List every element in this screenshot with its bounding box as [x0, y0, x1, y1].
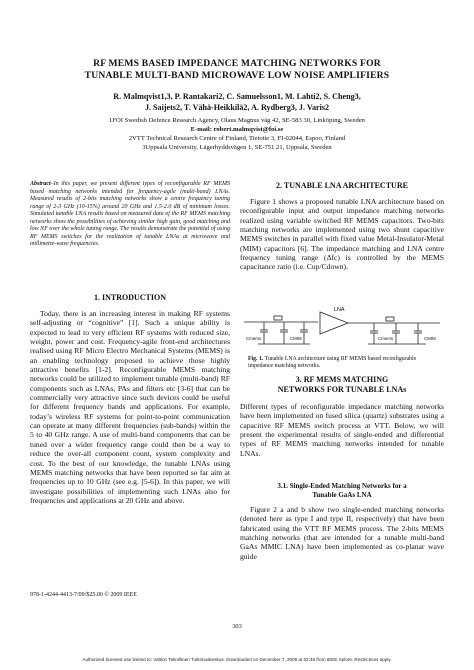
paper-title-line-2: TUNABLE MULTI-BAND MICROWAVE LOW NOISE AMPLIFIERS [84, 70, 390, 81]
paper-title-line-1: RF MEMS BASED IMPEDANCE MATCHING NETWORKS FOR [93, 58, 381, 69]
cmems-label-left: Cmems [246, 336, 262, 341]
section-3-1-heading-line-1: 3.1. Single-Ended Matching Networks for a [277, 482, 407, 490]
author-line-1: R. Malmqvist1,3, P. Rantakari2, C. Samuelsson1, M. Lahti2, S. Cheng3, [113, 92, 361, 101]
figure-1-caption-label: Fig. 1. [248, 356, 264, 362]
lna-label: LNA [334, 307, 345, 313]
abstract-lead: Abstract [30, 181, 51, 187]
figure-1-schematic [240, 304, 444, 354]
abstract-text: –In this paper, we present different types of reconfigurable RF MEMS based matching networks intended for frequency-agile (multi-band) LNAs. Measured results of 2-bits matching networks show a centre frequency tuning range of 2-3 GHz (10-15%) around 20 GHz and 1.5-2.0 dB of minimum losses. Simulated tunable LNA results based on measured data of the RF MEMS matching networks show the possibilities of achieving similar high gain, good matching and low NF over the whole tuning range. The results demonstrate the potential of using RF MEMS switches for the realization of tunable LNAs at microwave and millimetre-wave frequencies. [30, 181, 230, 247]
author-email: E-mail: robert.malmqvist@foi.se [190, 126, 284, 133]
abstract [30, 181, 230, 249]
affiliation-vtt: 2VTT Technical Research Centre of Finland, Tietotie 3, FI-02044, Espoo, Finland [128, 135, 346, 142]
author-line-2: J. Saijets2, T. Vähä-Heikkilä2, A. Rydberg3, J. Varis2 [144, 103, 330, 112]
download-footer: Authorized licensed use limited to: Valtion Teknillinen Tutkimuskeskus. Downloaded on December 7, 2009 at 02:48 from IEEE Xplore. Restrictions apply. [82, 657, 392, 662]
section-2-paragraph [240, 197, 444, 272]
section-3-heading-line-1: 3. RF MEMS MATCHING [295, 375, 389, 384]
section-2-heading: 2. TUNABLE LNA ARCHITECTURE [276, 181, 408, 190]
figure-1-caption-text: Tunable LNA architecture using RF MEMS based reconfigurable impedance matching networks. [248, 356, 417, 369]
section-3-paragraph: Different types of reconfigurable impedance matching networks have been implemented on fused silica (quartz) substrates using a capacitive RF MEMS switch process at VTT. Below, we will present the experimental results of single-ended and differential types of RF MEMS matching networks intended for tunable LNAs. [240, 402, 444, 458]
affiliation-uppsala: 3Uppsala University, Lägerhyddsvägen 1, SE-751 21, Uppsala, Sweden [142, 144, 332, 151]
section-2-text: Figure 1 shows a proposed tunable LNA architecture based on reconfigurable input and output impedance matching networks realized using variable switched RF MEMS capacitors. Two-bits matching networks are implemented using two shunt capacitive MEMS switches in parallel with fixed value Metal-Insulator-Metal (MIM) capacitors [6]. The impedance matching and LNA centre frequency tuning range (Δfc) is controlled by the MEMS capacitance ratio (i.e. Cup/Cdown). [240, 197, 444, 272]
intro-paragraph: Today, there is an increasing interest in making RF systems self-adjusting or “cognitive” [1]. Such a unique ability is expected to lead to very efficient RF systems with reduced size, weight, power and cost. Frequency-agile front-end architectures realised using RF Micro Electro Mechanical Systems (MEMS) is an enabling technology proposed to achieve those highly attractive benefits [1-2]. Reconfigurable MEMS matching networks could be utilized to implement tunable (multi-band) RF components such as LNAs, PAs and filters etc [3-6] that can be commercially very attractive since such devices could be useful for different frequency bands and applications. For example, today’s wireless RF systems for point-to-point communication can operate at many different frequencies (sub-bands) within the 5 to 40 GHz range. A use of multi-band components that can be tuned over a wider frequency range could then be a way to reduce the over-all component count, system complexity and cost. To the best of our knowledge, the tunable LNAs using MEMS matching networks that have been reported so far aim at frequencies up to 10 GHz (see e.g. [5-6]). In this paper, we will investigate possibilities of implementing such LNAs also for frequencies and applications at 20 GHz and above. [30, 309, 230, 505]
section-3-1-heading-line-2: Tunable GaAs LNA [312, 491, 372, 499]
section-3-1-paragraph: Figure 2 a and b show two single-ended matching networks (denoted here as type I and type II, respectively) that have been fabricated using the VTT RF MEMS process. The 2-bits MEMS matching networks (that are intended for a tunable multi-band GaAs MMIC LNA) have been implemented as co-planar wave guide [240, 505, 444, 561]
affiliation-foi: 1FOI Swedish Defence Research Agency, Olaus Magnus väg 42, SE-583 30, Linköping, Sweden [109, 117, 365, 124]
cmim-label-left: CMIM [290, 336, 302, 341]
page-number: 303 [232, 623, 242, 630]
cmems-label-right: Cmems [378, 336, 394, 341]
cmim-label-right: CMIM [424, 336, 436, 341]
lna-schematic-svg [240, 304, 444, 354]
intro-heading: 1. INTRODUCTION [93, 293, 166, 302]
copyright-notice: 978-1-4244-4413-7/09/$25.00 © 2009 IEEE [30, 592, 137, 598]
figure-1-caption [248, 356, 438, 370]
section-3-heading-line-2: NETWORKS FOR TUNABLE LNAs [277, 385, 407, 394]
